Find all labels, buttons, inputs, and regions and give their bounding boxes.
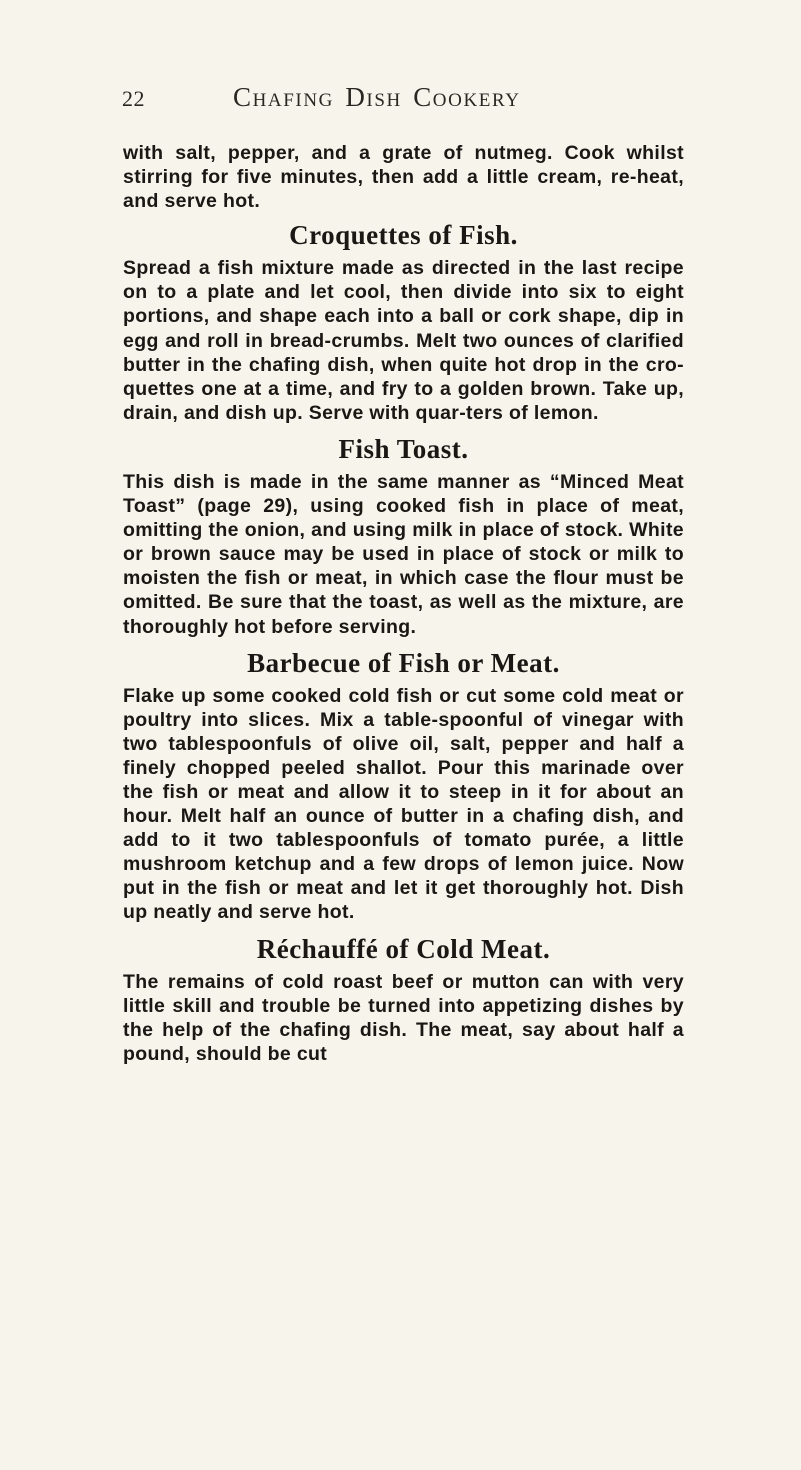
page-number: 22 (122, 86, 145, 111)
book-title: Chafing Dish Cookery (233, 82, 521, 112)
recipe-body-barbecue: Flake up some cooked cold fish or cut some cold meat or poultry into slices. Mix a table-spoonful of vinegar with two tablespoonfuls of olive oil, salt, pepper and half a finely chopped peeled shallot. Pour this marinade over the fish or meat and allow it to steep in it for about an hour. Melt half an ounce of butter in a chafing dish, and add to it two tablespoonfuls of tomato purée, a little mushroom ketchup and a few drops of lemon juice. Now put in the fish or meat and let it get thoroughly hot. Dish up neatly and serve hot. (123, 684, 684, 924)
recipe-heading-croquettes-of-fish: Croquettes of Fish. (289, 220, 518, 251)
page-body (123, 141, 684, 1066)
continuation-paragraph: with salt, pepper, and a grate of nutmeg. Cook whilst stirring for five minutes, then add a little cream, re-heat, and serve hot. (123, 142, 684, 213)
recipe-body-croquettes-of-fish: Spread a fish mixture made as directed in the last recipe on to a plate and let cool, then divide into six to eight portions, and shape each into a ball or cork shape, dip in egg and roll in bread-crumbs. Melt two ounces of clarified butter in the chafing dish, when quite hot drop in the cro-quettes one at a time, and fry to a golden brown. Take up, drain, and dish up. Serve with quar-ters of lemon. (123, 257, 684, 424)
recipe-body-fish-toast: This dish is made in the same manner as “Minced Meat Toast” (page 29), using cooked fish in place of meat, omitting the onion, and using milk in place of stock. White or brown sauce may be used in place of stock or milk to moisten the fish or meat, in which case the flour must be omitted. Be sure that the toast, as well as the mixture, are thoroughly hot before serving. (123, 470, 684, 638)
recipe-heading-fish-toast: Fish Toast. (338, 433, 469, 464)
recipe-body-rechauffe: The remains of cold roast beef or mutton can with very little skill and trouble be turned into appetizing dishes by the help of the chafing dish. The meat, say about half a pound, should be cut (123, 970, 684, 1065)
recipe-heading-rechauffe: Réchauffé of Cold Meat. (256, 933, 551, 964)
recipe-heading-barbecue: Barbecue of Fish or Meat. (247, 647, 560, 678)
running-head (122, 82, 682, 120)
